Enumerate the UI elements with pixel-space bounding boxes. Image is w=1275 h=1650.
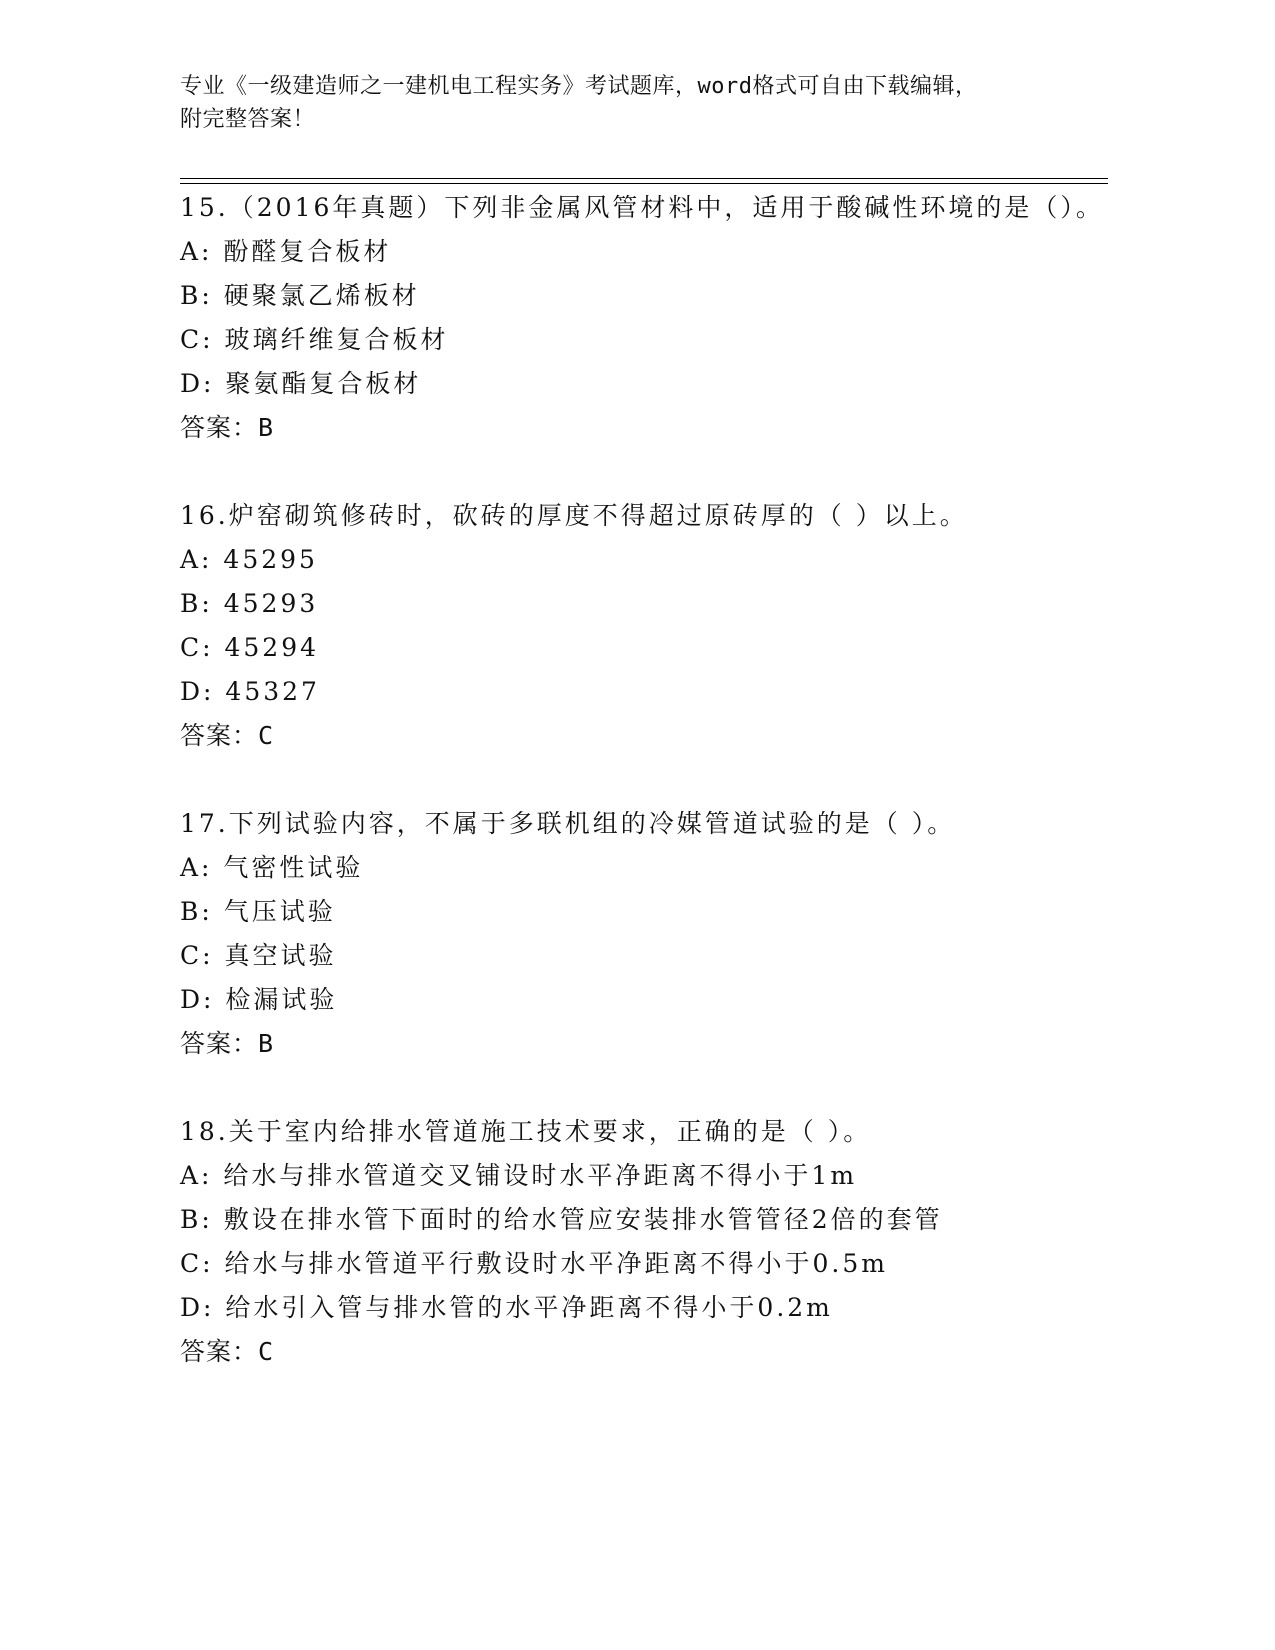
question-text: 17.下列试验内容，不属于多联机组的冷媒管道试验的是（ ）。	[180, 809, 956, 838]
answer: 答案：B	[180, 1029, 275, 1058]
question-15	[180, 186, 1108, 450]
option-d: D: 给水引入管与排水管的水平净距离不得小于0.2m	[180, 1293, 833, 1322]
answer: 答案：C	[180, 1337, 275, 1366]
option-d: D: 检漏试验	[180, 985, 338, 1014]
question-16	[180, 494, 1108, 758]
option-d: D: 聚氨酯复合板材	[180, 369, 422, 398]
header-divider-bottom	[180, 183, 1108, 184]
option-a: A: 45295	[180, 545, 318, 574]
answer: 答案：C	[180, 721, 275, 750]
question-list	[180, 186, 1108, 1374]
option-b: B: 敷设在排水管下面时的给水管应安装排水管管径2倍的套管	[180, 1205, 943, 1234]
question-17	[180, 802, 1108, 1066]
option-a: A: 酚醛复合板材	[180, 237, 392, 266]
option-c: C: 45294	[180, 633, 320, 662]
question-text: 15.（2016年真题）下列非金属风管材料中，适用于酸碱性环境的是（）。	[180, 193, 1104, 222]
question-18	[180, 1110, 1108, 1374]
question-spacer	[180, 450, 1108, 494]
option-b: B: 45293	[180, 589, 319, 618]
option-c: C: 给水与排水管道平行敷设时水平净距离不得小于0.5m	[180, 1249, 888, 1278]
option-c: C: 真空试验	[180, 941, 337, 970]
question-text: 18.关于室内给排水管道施工技术要求，正确的是（ ）。	[180, 1117, 872, 1146]
option-b: B: 硬聚氯乙烯板材	[180, 281, 420, 310]
option-a: A: 给水与排水管道交叉铺设时水平净距离不得小于1m	[180, 1161, 858, 1190]
option-c: C: 玻璃纤维复合板材	[180, 325, 449, 354]
option-a: A: 气密性试验	[180, 853, 364, 882]
question-spacer	[180, 758, 1108, 802]
header-divider-top	[180, 178, 1108, 179]
header-line-1: 专业《一级建造师之一建机电工程实务》考试题库，word格式可自由下载编辑，	[180, 74, 978, 99]
option-b: B: 气压试验	[180, 897, 336, 926]
question-text: 16.炉窑砌筑修砖时，砍砖的厚度不得超过原砖厚的（ ）以上。	[180, 501, 968, 530]
header-line-2: 附完整答案！	[180, 107, 316, 132]
document-header	[180, 70, 1060, 136]
question-spacer	[180, 1066, 1108, 1110]
answer: 答案：B	[180, 413, 275, 442]
option-d: D: 45327	[180, 677, 320, 706]
